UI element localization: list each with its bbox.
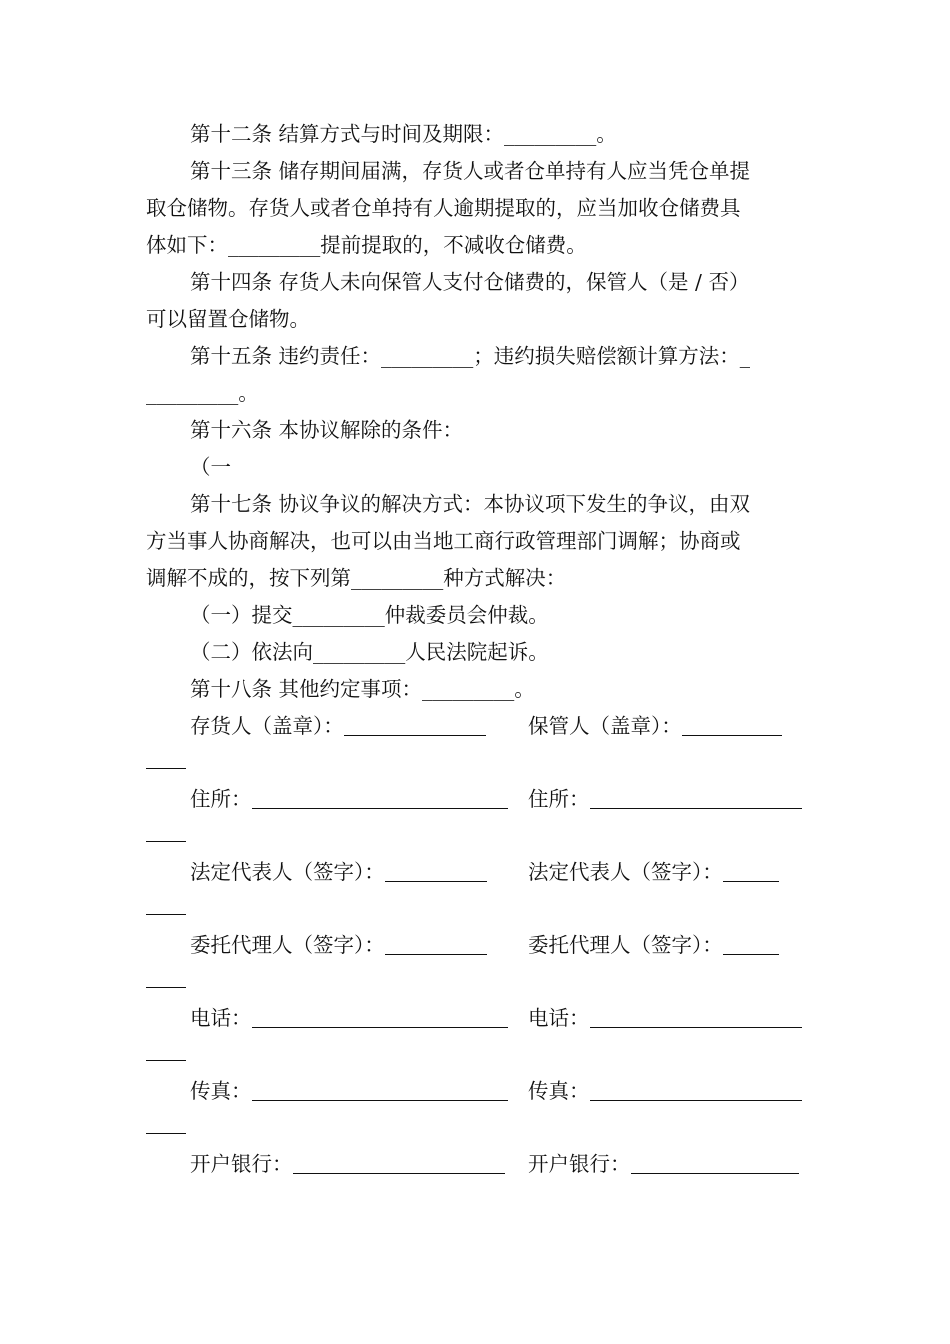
keeper-bank-blank[interactable] <box>631 1149 799 1174</box>
signature-row-tail <box>146 745 806 781</box>
depositor-agent-blank[interactable] <box>385 930 487 955</box>
blank-continuation <box>146 1060 186 1061</box>
keeper-seal-label: 保管人（盖章）： <box>528 714 682 738</box>
article-text-cont: 可以留置仓储物。 <box>146 307 310 331</box>
signature-row-fax <box>146 1073 806 1110</box>
article-item: （一）提交_________仲裁委员会仲裁。 <box>190 603 549 627</box>
signature-block <box>146 708 806 1183</box>
signature-row-tail <box>146 818 806 854</box>
keeper-address-label: 住所： <box>528 787 590 811</box>
keeper-legal-rep-label: 法定代表人（签字）： <box>528 860 723 884</box>
keeper-phone-blank[interactable] <box>590 1003 802 1028</box>
keeper-agent-label: 委托代理人（签字）： <box>528 933 723 957</box>
article-item: （一 <box>190 455 231 479</box>
keeper-bank-label: 开户银行： <box>528 1152 631 1176</box>
blank-continuation <box>146 1133 186 1134</box>
keeper-address-blank[interactable] <box>590 784 802 809</box>
article-15 <box>146 338 806 412</box>
keeper-fax-blank[interactable] <box>590 1076 802 1101</box>
signature-row-tail <box>146 1037 806 1073</box>
signature-row-seal <box>146 708 806 745</box>
article-text-cont: _________。 <box>146 381 259 405</box>
keeper-legal-rep-blank[interactable] <box>723 857 779 882</box>
keeper-seal-blank[interactable] <box>682 711 782 736</box>
article-16 <box>146 412 806 486</box>
depositor-seal-blank[interactable] <box>344 711 486 736</box>
article-text: 第十二条 结算方式与时间及期限：_________。 <box>190 122 617 146</box>
signature-row-tail <box>146 1110 806 1146</box>
depositor-legal-rep-blank[interactable] <box>385 857 487 882</box>
signature-row-phone <box>146 1000 806 1037</box>
article-text: 第十七条 协议争议的解决方式：本协议项下发生的争议，由双 <box>190 492 751 516</box>
article-text: 第十六条 本协议解除的条件： <box>190 418 464 442</box>
depositor-fax-blank[interactable] <box>252 1076 508 1101</box>
article-text: 第十八条 其他约定事项：_________。 <box>190 677 535 701</box>
article-item: （二）依法向_________人民法院起诉。 <box>190 640 549 664</box>
article-text: 第十三条 储存期间届满，存货人或者仓单持有人应当凭仓单提 <box>190 159 751 183</box>
article-13 <box>146 153 806 264</box>
signature-row-tail <box>146 964 806 1000</box>
depositor-phone-label: 电话： <box>190 1006 252 1030</box>
keeper-phone-label: 电话： <box>528 1006 590 1030</box>
depositor-fax-label: 传真： <box>190 1079 252 1103</box>
blank-continuation <box>146 841 186 842</box>
signature-row-agent <box>146 927 806 964</box>
keeper-fax-label: 传真： <box>528 1079 590 1103</box>
article-text: 第十四条 存货人未向保管人支付仓储费的，保管人（是 / 否） <box>190 270 750 294</box>
depositor-bank-blank[interactable] <box>293 1149 505 1174</box>
depositor-phone-blank[interactable] <box>252 1003 508 1028</box>
document-page <box>146 116 806 1183</box>
depositor-seal-label: 存货人（盖章）： <box>190 714 344 738</box>
depositor-legal-rep-label: 法定代表人（签字）： <box>190 860 385 884</box>
article-text-cont: 调解不成的，按下列第_________种方式解决： <box>146 566 567 590</box>
article-14 <box>146 264 806 338</box>
blank-continuation <box>146 914 186 915</box>
depositor-address-label: 住所： <box>190 787 252 811</box>
article-text-cont: 取仓储物。存货人或者仓单持有人逾期提取的，应当加收仓储费具 <box>146 196 741 220</box>
depositor-bank-label: 开户银行： <box>190 1152 293 1176</box>
article-12 <box>146 116 806 153</box>
blank-continuation <box>146 768 186 769</box>
signature-row-address <box>146 781 806 818</box>
depositor-agent-label: 委托代理人（签字）： <box>190 933 385 957</box>
article-text-cont: 体如下：_________提前提取的，不减收仓储费。 <box>146 233 587 257</box>
keeper-agent-blank[interactable] <box>723 930 779 955</box>
blank-continuation <box>146 987 186 988</box>
article-text: 第十五条 违约责任：_________；违约损失赔偿额计算方法：_ <box>190 344 751 368</box>
signature-row-tail <box>146 891 806 927</box>
depositor-address-blank[interactable] <box>252 784 508 809</box>
article-17 <box>146 486 806 671</box>
article-text-cont: 方当事人协商解决，也可以由当地工商行政管理部门调解；协商或 <box>146 529 741 553</box>
signature-row-bank <box>146 1146 806 1183</box>
article-18 <box>146 671 806 708</box>
signature-row-legal-rep <box>146 854 806 891</box>
